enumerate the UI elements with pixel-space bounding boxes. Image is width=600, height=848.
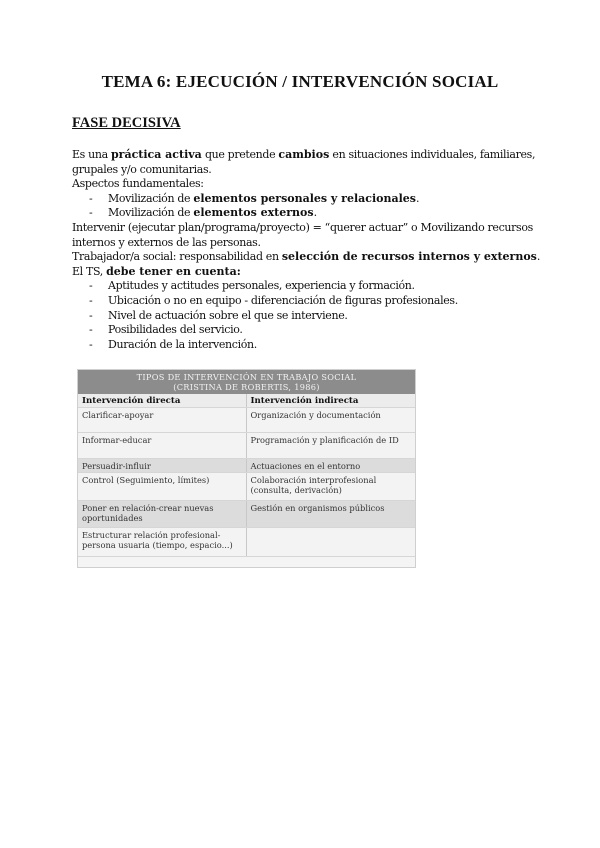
table-row — [78, 527, 415, 556]
text: . — [536, 250, 541, 264]
table-grid — [78, 394, 415, 557]
section-heading: FASE DECISIVA — [72, 115, 181, 131]
text: . — [313, 206, 317, 220]
bold-text: elementos personales y relacionales — [193, 191, 416, 205]
body-text — [72, 148, 542, 352]
table-cell: Estructurar relación profesional-persona usuaria (tiempo, espacio...) — [78, 527, 246, 556]
aspects-list — [72, 192, 542, 221]
table-row — [78, 472, 415, 500]
table-cell: Gestión en organismos públicos — [246, 500, 415, 527]
list-item — [72, 192, 542, 207]
bold-text: debe tener en cuenta: — [106, 264, 241, 278]
bold-text: selección de recursos internos y externos — [281, 250, 537, 264]
table-cell: Poner en relación-crear nuevas oportunidades — [78, 500, 246, 527]
list-item: - Aptitudes y actitudes personales, experiencia y formación. — [72, 279, 542, 294]
table-row — [78, 432, 415, 458]
paragraph-intervenir: Intervenir (ejecutar plan/programa/proyecto) = “querer actuar” o Movilizando recursos internos y externos de las personas. — [72, 220, 533, 249]
table-row — [78, 500, 415, 527]
considerations-list — [72, 279, 542, 352]
text: Trabajador/a social: responsabilidad en — [72, 250, 282, 264]
bold-text: elementos externos — [193, 206, 314, 220]
text: Movilización de — [108, 206, 194, 220]
paragraph-ts — [72, 265, 542, 280]
table-title-line: (CRISTINA DE ROBERTIS, 1986) — [173, 382, 320, 392]
text: que pretende — [201, 148, 279, 161]
list-item: - Nivel de actuación sobre el que se interviene. — [72, 309, 542, 324]
table-header-row — [78, 394, 415, 407]
column-header: Intervención indirecta — [246, 394, 415, 407]
table-title — [78, 370, 415, 394]
column-header: Intervención directa — [78, 394, 246, 407]
table-cell: Colaboración interprofesional (consulta, derivación) — [246, 472, 415, 500]
document-title: TEMA 6: EJECUCIÓN / INTERVENCIÓN SOCIAL — [101, 72, 499, 91]
aspects-label: Aspectos fundamentales: — [72, 177, 204, 191]
table-cell: Actuaciones en el entorno — [246, 458, 415, 472]
table-cell: Organización y documentación — [246, 407, 415, 432]
bold-text: práctica activa — [110, 148, 202, 161]
paragraph-trabajador — [72, 250, 542, 265]
table-cell: Control (Seguimiento, límites) — [78, 472, 246, 500]
intervention-types-table — [77, 369, 416, 568]
paragraph-definition — [72, 148, 542, 177]
list-item: - Posibilidades del servicio. — [72, 323, 542, 338]
list-item — [72, 206, 542, 221]
table-cell: Clarificar-apoyar — [78, 407, 246, 432]
bold-text: cambios — [278, 148, 330, 161]
table-cell: Programación y planificación de ID — [246, 432, 415, 458]
list-item: - Ubicación o no en equipo - diferenciación de figuras profesionales. — [72, 294, 542, 309]
list-item: - Duración de la intervención. — [72, 338, 542, 353]
table-cell: Persuadir-influir — [78, 458, 246, 472]
text: Movilización de — [108, 191, 194, 205]
text: El TS, — [72, 264, 107, 278]
text: en situaciones individuales, familiares, grupales y/o comunitarias. — [72, 148, 536, 176]
table-cell: Informar-educar — [78, 432, 246, 458]
table-cell — [246, 527, 415, 556]
table-title-line: TIPOS DE INTERVENCIÓN EN TRABAJO SOCIAL — [136, 372, 357, 382]
text: . — [415, 191, 420, 205]
text: Es una — [72, 148, 111, 161]
table-row — [78, 458, 415, 472]
table-row — [78, 407, 415, 432]
